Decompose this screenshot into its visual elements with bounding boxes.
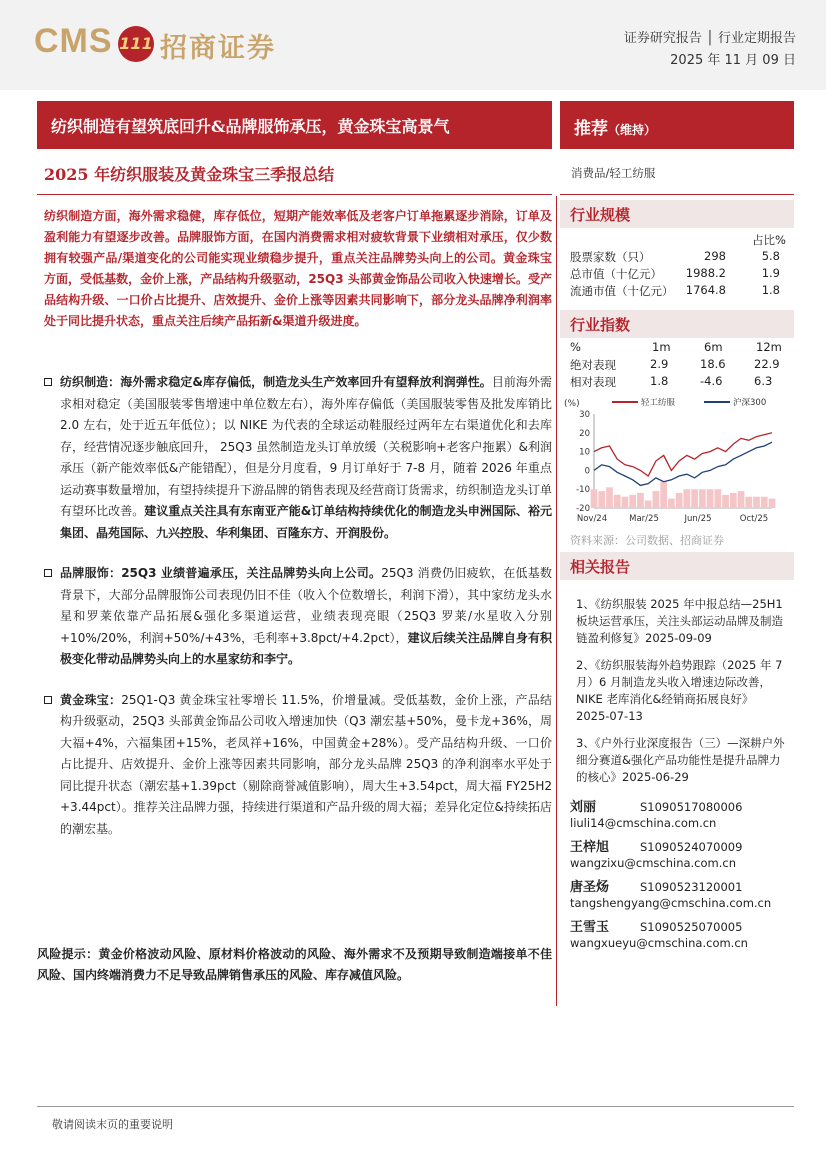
y-axis-label: (%): [564, 399, 580, 409]
relative-bar: [676, 493, 683, 508]
x-tick-label: Mar/25: [629, 514, 659, 524]
relative-bar: [738, 491, 745, 508]
y-tick-label: 10: [579, 447, 590, 458]
rating-sub: （维持）: [608, 123, 657, 137]
report-type: 证券研究报告 │ 行业定期报告: [623, 31, 796, 46]
x-tick-label: Oct/25: [739, 514, 769, 524]
chart-source: 资料来源：公司数据、招商证券: [570, 534, 724, 547]
report-date: 2025 年 11 月 09 日: [670, 53, 796, 68]
analyst-id: S1090525070005: [640, 920, 743, 934]
series-line: [594, 433, 772, 476]
bullet-tail: 建议重点关注具有东南亚产能&订单结构持续优化的制造龙头申洲国际、裕元集团、晶苑国际、九兴控股、华利集团、百隆东方、开润股份。: [60, 504, 552, 540]
bullet-lead: 品牌服饰：25Q3 业绩普遍承压，关注品牌势头向上公司。: [60, 566, 382, 580]
industry-scale-table: [570, 232, 786, 300]
col-header: 6m: [704, 340, 723, 354]
related-reports: [576, 596, 786, 796]
index-performance-chart: [560, 396, 794, 528]
related-report-item[interactable]: 3、《户外行业深度报告（三）—深耕户外细分赛道&强化产品功能性是提升品牌力的核心》2025-06-29: [576, 736, 785, 784]
row-label: 流通市值（十亿元）: [570, 284, 674, 298]
rating-label: 推荐: [574, 119, 608, 139]
relative-bar: [591, 489, 598, 508]
analyst-id: S1090524070009: [640, 840, 743, 854]
table-row: [570, 249, 786, 266]
logo-cn: 招商证券: [160, 33, 276, 64]
y-tick-label: 20: [579, 428, 590, 439]
row-value: 1988.2: [685, 266, 726, 280]
row-label: 股票家数（只）: [570, 250, 651, 264]
bullet-brand: [44, 563, 552, 671]
table-row: [570, 357, 786, 374]
related-report-item[interactable]: 1、《纺织服装 2025 年中报总结—25H1 板块运营承压，关注头部运动品牌及制造链盈利修复》2025-09-09: [576, 597, 783, 645]
x-tick-label: Nov/24: [576, 514, 608, 524]
row-value: 2.9: [650, 357, 669, 371]
row-value: 22.9: [754, 357, 780, 371]
relative-bar: [637, 493, 644, 508]
row-value: 298: [704, 249, 726, 263]
analyst-list: [570, 796, 794, 956]
y-tick-label: -10: [576, 485, 590, 496]
analyst-email[interactable]: liuli14@cmschina.com.cn: [570, 816, 717, 830]
header-meta: [624, 28, 796, 72]
divider: [37, 194, 552, 195]
analyst-entry: [570, 836, 794, 872]
table-header-row: [570, 340, 786, 357]
report-subtitle: 2025 年纺织服装及黄金珠宝三季报总结: [44, 165, 335, 184]
col-header: 1m: [652, 340, 671, 354]
bullet-body: 25Q3 消费仍旧疲软，在低基数背景下，大部分品牌服饰公司表现仍旧不佳（收入个位数增长，利润下滑），其中家纺龙头水星和罗莱依靠产品拓展&强化多渠道运营，业绩表现亮眼（25Q3 罗莱/水星收入分别+10%/20%，利润+50%/+43%，毛利率+3.8pct/+4.2pct），: [60, 566, 552, 645]
bullet-lead: 纺织制造：海外需求稳定&库存偏低，制造龙头生产效率回升有望释放利润弹性。: [60, 375, 492, 389]
y-tick-label: 0: [584, 466, 590, 477]
analyst-id: S1090523120001: [640, 880, 743, 894]
relative-bar: [606, 487, 613, 508]
summary-text: 纺织制造方面，海外需求稳健，库存低位，短期产能效率低及老客户订单拖累逐步消除，订单及盈利能力有望逐步改善。品牌服饰方面，在国内消费需求相对疲软背景下业绩相对承压，仅少数拥有较强产品/渠道变化的公司能实现业绩稳步提升，重点关注品牌势头向上的公司。黄金珠宝方面，受低基数，金价上涨，产品结构升级驱动，25Q3 头部黄金饰品公司收入快速增长。受产品结构升级、一口价占比提升、店效提升、金价上涨等因素共同影响下，部分龙头品牌净利润率处于同比提升状态，重点关注后续产品拓新&渠道升级进度。: [44, 209, 552, 328]
related-heading: 相关报告: [560, 552, 794, 580]
analyst-email[interactable]: wangzixu@cmschina.com.cn: [570, 856, 737, 870]
relative-bar: [684, 489, 691, 508]
table-row: [570, 374, 786, 391]
rating-badge: [560, 101, 794, 149]
row-share: 1.8: [761, 283, 780, 297]
relative-bar: [668, 499, 675, 508]
legend-label: 沪深300: [733, 398, 767, 408]
analyst-entry: [570, 876, 794, 912]
analyst-name: 王梓旭: [570, 840, 610, 855]
relative-bar: [714, 489, 721, 508]
checkbox-icon: [44, 569, 52, 577]
footer-note: 敬请阅读末页的重要说明: [52, 1118, 173, 1131]
footer-divider: [37, 1106, 794, 1107]
logo-mark-icon: 111: [118, 26, 154, 62]
y-tick-label: -20: [576, 504, 590, 514]
col-header: %: [570, 340, 581, 354]
relative-bar: [730, 493, 737, 508]
row-label: 相对表现: [570, 375, 616, 389]
checkbox-icon: [44, 696, 52, 704]
row-value: 1.8: [650, 374, 669, 388]
table-row: [570, 283, 786, 300]
analyst-name: 王雪玉: [570, 920, 610, 935]
relative-bar: [645, 500, 652, 508]
x-tick-label: Jun/25: [684, 514, 712, 524]
relative-bar: [699, 489, 706, 508]
checkbox-icon: [44, 378, 52, 386]
analyst-email[interactable]: tangshengyang@cmschina.com.cn: [570, 896, 772, 910]
row-value: -4.6: [700, 374, 723, 388]
col-header: 12m: [756, 340, 782, 354]
risk-warning: 风险提示：黄金价格波动风险、原材料价格波动的风险、海外需求不及预期导致制造端接单不佳风险、国内终端消费力不足导致品牌销售承压的风险、库存减值风险。: [37, 947, 552, 982]
column-divider: [556, 196, 557, 1006]
bullet-list: [44, 372, 552, 859]
relative-bar: [598, 491, 605, 508]
legend-label: 轻工纺服: [641, 398, 676, 408]
related-report-item[interactable]: 2、《纺织服装海外趋势跟踪（2025 年 7 月）6 月制造龙头收入增速边际改善，NIKE 老库消化&经销商拓展良好》2025-07-13: [576, 658, 783, 723]
bullet-tail: 建议后续关注品牌自身有积极变化带动品牌势头向上的水星家纺和李宁。: [60, 630, 552, 666]
row-share: 1.9: [761, 266, 780, 280]
logo-en: CMS: [34, 22, 113, 60]
bullet-lead: 黄金珠宝：: [60, 692, 122, 707]
divider: [560, 194, 794, 195]
relative-bar: [653, 491, 660, 508]
analyst-entry: [570, 796, 794, 832]
industry-index-table: [570, 340, 786, 391]
report-title: 纺织制造有望筑底回升&品牌服饰承压，黄金珠宝高景气: [37, 101, 552, 149]
table-row: [570, 266, 786, 283]
row-value: 6.3: [754, 374, 773, 388]
bullet-textile: [44, 372, 552, 544]
row-value: 1764.8: [685, 283, 726, 297]
y-tick-label: 30: [579, 410, 590, 420]
share-label: 占比%: [752, 233, 786, 247]
analyst-name: 唐圣炀: [570, 880, 610, 895]
row-share: 5.8: [761, 249, 780, 263]
relative-bar: [707, 489, 714, 508]
relative-bar: [629, 495, 636, 508]
relative-bar: [769, 499, 776, 508]
relative-bar: [761, 497, 768, 508]
analyst-entry: [570, 916, 794, 952]
relative-bar: [722, 495, 729, 508]
row-value: 18.6: [700, 357, 726, 371]
page-header: [0, 0, 826, 90]
row-label: 绝对表现: [570, 358, 616, 372]
relative-bar: [622, 497, 629, 508]
row-label: 总市值（十亿元）: [570, 267, 662, 281]
industry-index-heading: 行业指数: [560, 310, 794, 338]
relative-bar: [753, 497, 760, 508]
relative-bar: [660, 482, 667, 508]
sector-label: 消费品/轻工纺服: [571, 166, 656, 180]
bullet-body: 目前海外需求相对稳定（美国服装零售增速中单位数左右），海外库存偏低（美国服装零售及批发库销比 2.0 左右，处于近五年低位）；以 NIKE 为代表的全球运动鞋服经过两年左右渠道优化和去库存，经营情况逐步触底回升， 25Q3 虽然制造龙头订单放缓（关税影响+老客户拖累）&利润承压（新产能效率低&产能错配），但是分月度看，9 月订单好于 7-8 月，随着 2026 年重点运动赛事数量增加，有望持续提升下游品牌的销售表现及经营商订货需求，纺织制造龙头订单有望环比改善。: [60, 375, 553, 518]
analyst-name: 刘丽: [570, 800, 597, 815]
relative-bar: [614, 495, 621, 508]
analyst-email[interactable]: wangxueyu@cmschina.com.cn: [570, 936, 748, 950]
bullet-body: 25Q1-Q3 黄金珠宝社零增长 11.5%，价增量减。受低基数，金价上涨，产品结构升级驱动，25Q3 头部黄金饰品公司收入增速加快（Q3 潮宏基+50%，曼卡龙+36%，周大福+4%，六福集团+15%，老凤祥+16%，中国黄金+28%）。受产品结构升级、一口价占比提升、店效提升、金价上涨等因素共同影响，部分龙头品牌 25Q3 的净利润率水平处于同比提升状态（潮宏基+1.39pct（剔除商誉减值影响），周大生+3.54pct，周大福 FY25H2 +3.44pct）。推荐关注品牌力强，持续进行渠道和产品升级的周大福；差异化定位&持续拓店的潮宏基。: [60, 692, 552, 836]
industry-scale-heading: 行业规模: [560, 200, 794, 228]
relative-bar: [745, 497, 752, 508]
series-line: [594, 442, 772, 485]
relative-bar: [691, 489, 698, 508]
bullet-jewelry: [44, 690, 552, 841]
analyst-id: S1090517080006: [640, 800, 743, 814]
